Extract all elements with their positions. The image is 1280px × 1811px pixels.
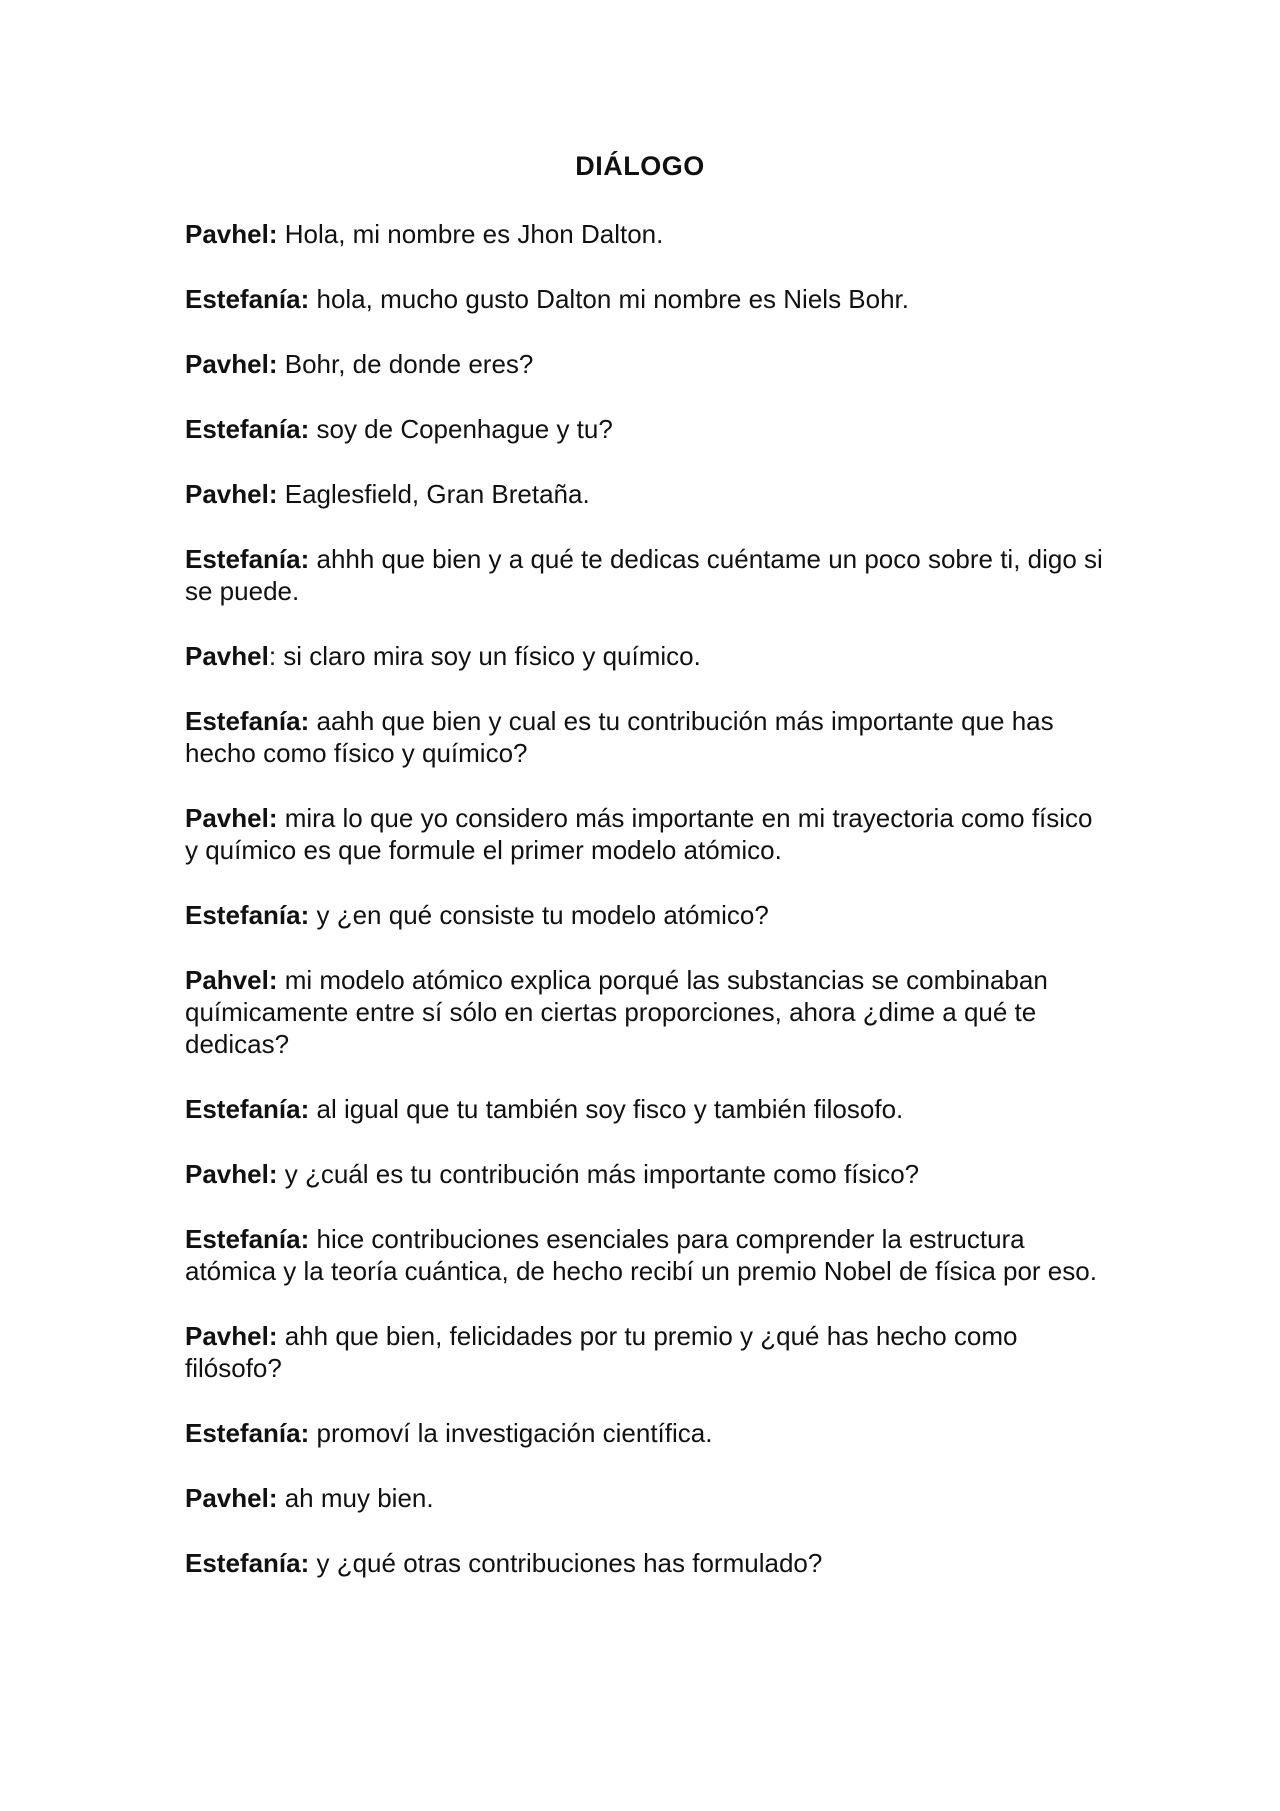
dialogue-text: Hola, mi nombre es Jhon Dalton.	[277, 219, 664, 249]
speaker-name: Pavhel:	[185, 349, 278, 379]
dialogue-text: promoví la investigación científica.	[309, 1418, 713, 1448]
dialogue-text: ahh que bien, felicidades por tu premio y ¿qué has hecho como filósofo?	[185, 1321, 1018, 1383]
dialogue-text: : si claro mira soy un físico y químico.	[268, 641, 701, 671]
speaker-name: Estefanía:	[185, 1548, 310, 1578]
page-title: DIÁLOGO	[575, 151, 705, 181]
dialogue-line	[185, 705, 1105, 769]
speaker-name: Pavhel:	[185, 803, 278, 833]
speaker-name: Pahvel:	[185, 965, 278, 995]
speaker-name: Estefanía:	[185, 1094, 310, 1124]
dialogue-line	[185, 478, 1105, 510]
dialogue-text: y ¿qué otras contribuciones has formulado?	[309, 1548, 823, 1578]
speaker-name: Pavhel:	[185, 1483, 278, 1513]
dialogue-line	[185, 413, 1105, 445]
dialogue-line	[185, 1320, 1105, 1384]
dialogue-line	[185, 964, 1105, 1060]
dialogue-line	[185, 543, 1105, 607]
speaker-name: Pavhel:	[185, 1159, 278, 1189]
dialogue-text: soy de Copenhague y tu?	[309, 414, 613, 444]
speaker-name: Pavhel:	[185, 1321, 278, 1351]
speaker-name: Estefanía:	[185, 284, 310, 314]
speaker-name: Pavhel:	[185, 219, 278, 249]
dialogue-line	[185, 802, 1105, 866]
speaker-name: Estefanía:	[185, 544, 310, 574]
dialogue-text: mira lo que yo considero más importante en mi trayectoria como físico y químico es que formule el primer modelo atómico.	[185, 803, 1093, 865]
dialogue-line	[185, 1482, 1105, 1514]
speaker-name: Estefanía:	[185, 1418, 310, 1448]
dialogue-body	[185, 218, 1105, 1612]
dialogue-text: Bohr, de donde eres?	[277, 349, 534, 379]
dialogue-text: ahhh que bien y a qué te dedicas cuéntame un poco sobre ti, digo si se puede.	[185, 544, 1103, 606]
dialogue-line	[185, 640, 1105, 672]
dialogue-text: Eaglesfield, Gran Bretaña.	[277, 479, 590, 509]
dialogue-text: al igual que tu también soy fisco y también filosofo.	[309, 1094, 904, 1124]
dialogue-line	[185, 1223, 1105, 1287]
speaker-name: Estefanía:	[185, 414, 310, 444]
dialogue-text: mi modelo atómico explica porqué las substancias se combinaban químicamente entre sí sólo en ciertas proporciones, ahora ¿dime a qué te dedicas?	[185, 965, 1048, 1059]
dialogue-line	[185, 1093, 1105, 1125]
dialogue-text: hola, mucho gusto Dalton mi nombre es Niels Bohr.	[309, 284, 910, 314]
dialogue-text: aahh que bien y cual es tu contribución más importante que has hecho como físico y químico?	[185, 706, 1054, 768]
speaker-name: Estefanía:	[185, 706, 310, 736]
dialogue-text: ah muy bien.	[277, 1483, 434, 1513]
dialogue-line	[185, 283, 1105, 315]
dialogue-text: hice contribuciones esenciales para comprender la estructura atómica y la teoría cuántica, de hecho recibí un premio Nobel de física por eso.	[185, 1224, 1097, 1286]
speaker-name: Pavhel	[185, 641, 269, 671]
dialogue-text: y ¿cuál es tu contribución más importante como físico?	[277, 1159, 920, 1189]
dialogue-line	[185, 1417, 1105, 1449]
dialogue-line	[185, 1158, 1105, 1190]
dialogue-line	[185, 348, 1105, 380]
speaker-name: Estefanía:	[185, 900, 310, 930]
speaker-name: Estefanía:	[185, 1224, 310, 1254]
dialogue-line	[185, 899, 1105, 931]
dialogue-text: y ¿en qué consiste tu modelo atómico?	[309, 900, 769, 930]
dialogue-line	[185, 218, 1105, 250]
speaker-name: Pavhel:	[185, 479, 278, 509]
dialogue-line	[185, 1547, 1105, 1579]
